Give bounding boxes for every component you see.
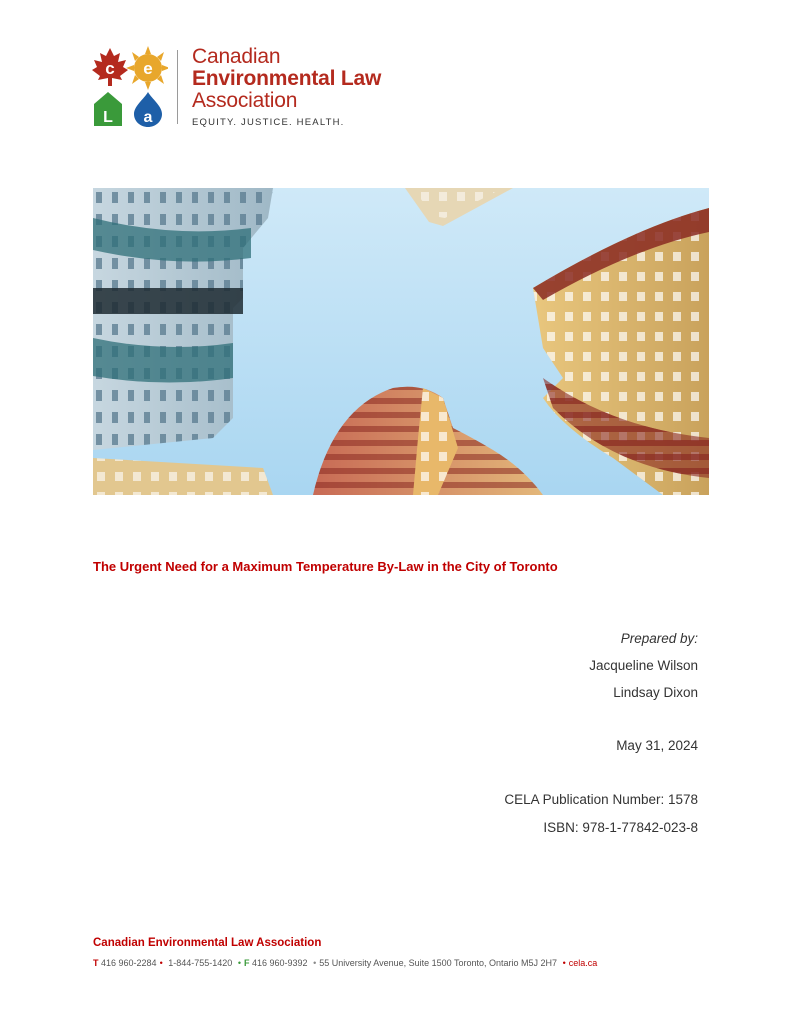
author-name: Jacqueline Wilson <box>589 658 698 673</box>
website-link[interactable]: cela.ca <box>568 958 598 968</box>
fax-number: 416 960-9392 <box>252 958 308 968</box>
water-drop-icon <box>134 92 162 127</box>
address: 55 University Avenue, Suite 1500 Toronto, Ontario M5J 2H7 <box>319 958 558 968</box>
cover-photo <box>93 188 709 495</box>
author-name: Lindsay Dixon <box>613 685 698 700</box>
isbn: ISBN: 978-1-77842-023-8 <box>543 820 698 835</box>
bullet-icon: • <box>237 958 241 968</box>
publication-number: CELA Publication Number: 1578 <box>504 792 698 807</box>
fax-label: F <box>243 958 250 968</box>
bullet-icon: • <box>562 958 566 968</box>
logo-letter-c: c <box>105 59 115 78</box>
logo-name-line1: Canadian <box>192 45 281 68</box>
maple-leaf-icon <box>92 48 128 86</box>
prepared-by-label: Prepared by: <box>620 631 698 646</box>
logo-wordmark <box>192 46 381 128</box>
publication-date: May 31, 2024 <box>616 738 698 753</box>
footer-contact-line <box>93 958 597 968</box>
logo-divider <box>177 50 178 124</box>
logo-icons <box>92 46 168 130</box>
document-title: The Urgent Need for a Maximum Temperature By-Law in the City of Toronto <box>93 559 558 574</box>
phone-label: T <box>93 958 99 968</box>
logo-letter-a: a <box>143 109 153 126</box>
house-icon <box>94 92 122 126</box>
high-rise-buildings-photo <box>93 188 709 495</box>
logo-tagline: EQUITY. JUSTICE. HEALTH. <box>192 117 345 128</box>
logo-letter-l: L <box>103 109 113 126</box>
tollfree-number: 1-844-755-1420 <box>168 958 233 968</box>
logo-name-line3: Association <box>192 89 298 112</box>
sun-icon <box>126 46 168 90</box>
footer-organization: Canadian Environmental Law Association <box>93 937 322 949</box>
phone-number: 416 960-2284 <box>101 958 157 968</box>
bullet-icon: • <box>159 958 163 968</box>
bullet-icon: • <box>313 958 317 968</box>
logo-letter-e: e <box>143 59 153 78</box>
cela-logo <box>92 46 412 130</box>
logo-name-line2: Environmental Law <box>192 67 382 90</box>
